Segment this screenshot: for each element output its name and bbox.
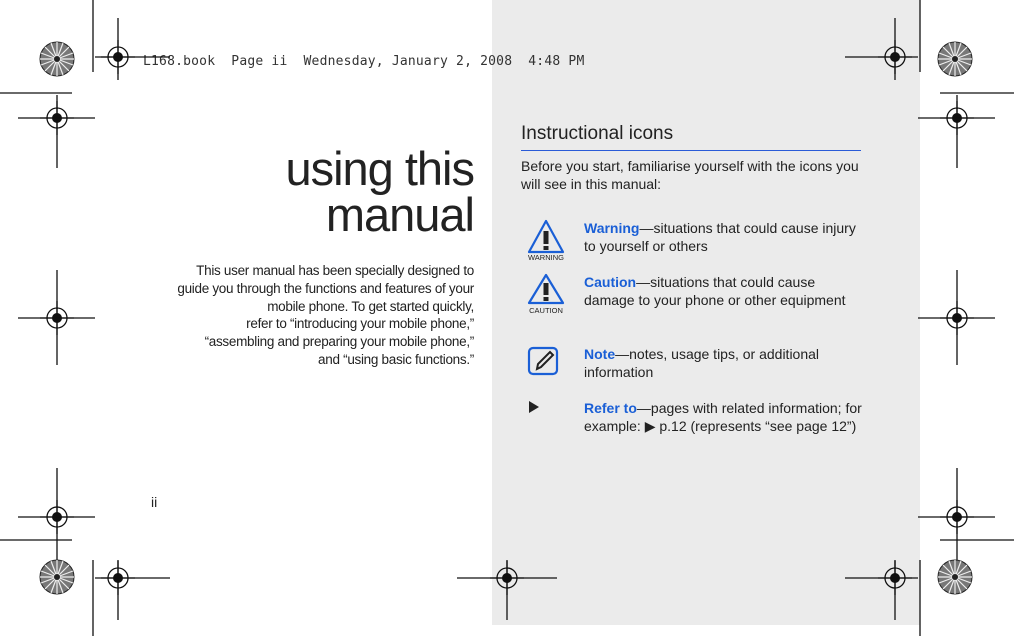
icon-keyword: Note [584, 346, 616, 362]
caution-icon-label: CAUTION [529, 306, 563, 315]
icon-keyword: Refer to [584, 400, 637, 416]
icon-explanation: —notes, usage tips, or additional information [584, 346, 820, 380]
intro-line: guide you through the functions and features of your [177, 280, 474, 296]
section-title: Instructional icons [521, 123, 674, 144]
intro-line: and “using basic functions.” [318, 351, 474, 367]
warning-icon-label: WARNING [528, 253, 564, 262]
page-number: ii [151, 494, 158, 510]
print-header: L168.book Page ii Wednesday, January 2, 2008 4:48 PM [143, 54, 585, 69]
intro-line: mobile phone. To get started quickly, [267, 298, 474, 314]
color-wheel-icon [40, 42, 972, 594]
icon-explanation: —pages with related information; for example: ▶ p.12 (represents “see page 12”) [584, 400, 862, 434]
intro-line: refer to “introducing your mobile phone,” [246, 316, 474, 332]
title-line-2: manual [325, 188, 474, 241]
icon-explanation: —situations that could cause damage to your phone or other equipment [584, 274, 846, 308]
icon-explanation: —situations that could cause injury to yourself or others [584, 220, 856, 254]
icon-keyword: Caution [584, 274, 637, 290]
title-line-1: using this [285, 142, 474, 195]
registration-mark-icon [40, 40, 974, 595]
intro-line: “assembling and preparing your mobile phone,” [204, 334, 474, 350]
section-intro: Before you start, familiarise yourself with the icons you will see in this manual: [521, 158, 859, 192]
intro-line: This user manual has been specially designed to [196, 263, 474, 278]
icon-keyword: Warning [584, 220, 640, 236]
